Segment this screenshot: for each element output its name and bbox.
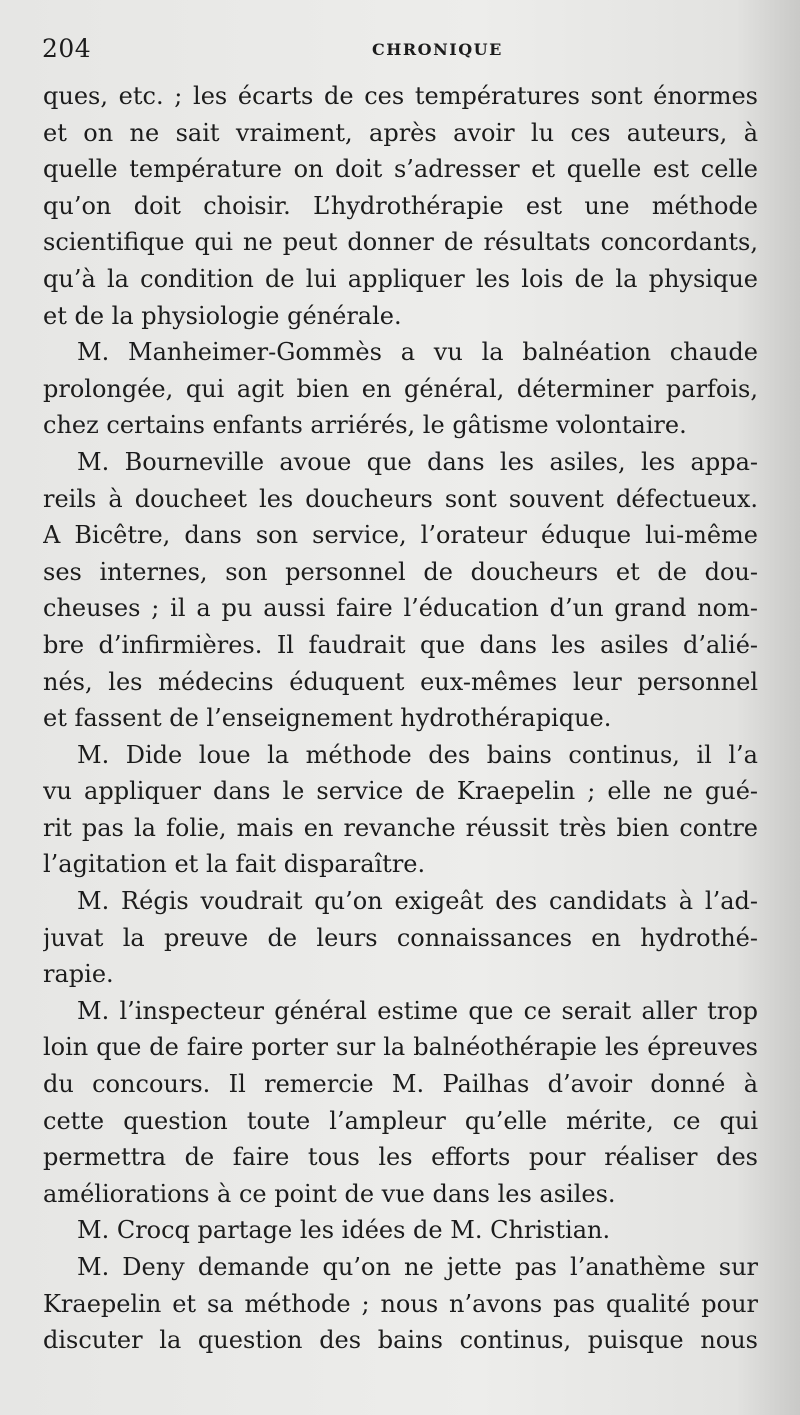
text-line: M. Régis voudrait qu’on exigeât des candidats à l’ad- bbox=[77, 887, 758, 916]
text-line: cheuses ; il a pu aussi faire l’éducation d’un grand nom- bbox=[43, 594, 758, 623]
text-line: chez certains enfants arriérés, le gâtisme volontaire. bbox=[43, 411, 687, 440]
text-line: M. Crocq partage les idées de M. Christian. bbox=[77, 1216, 611, 1245]
text-line: scientifique qui ne peut donner de résultats concordants, bbox=[43, 228, 758, 257]
text-line: ques, etc. ; les écarts de ces températures sont énormes bbox=[43, 82, 758, 110]
text-line: Kraepelin et sa méthode ; nous n’avons pas qualité pour bbox=[43, 1289, 758, 1318]
text-line: M. l’inspecteur général estime que ce serait aller trop bbox=[77, 996, 758, 1025]
text-line: l’agitation et la fait disparaître. bbox=[43, 850, 426, 879]
text-line: M. Bourneville avoue que dans les asiles, les appa- bbox=[77, 447, 758, 476]
page-number: 204 bbox=[42, 34, 92, 63]
page-header bbox=[42, 34, 752, 70]
text-line: et de la physiologie générale. bbox=[43, 301, 402, 330]
text-line: M. Deny demande qu’on ne jette pas l’anathème sur bbox=[77, 1253, 758, 1281]
text-line: améliorations à ce point de vue dans les asiles. bbox=[43, 1179, 616, 1208]
text-line: et on ne sait vraiment, après avoir lu ces auteurs, à bbox=[43, 118, 758, 147]
text-line: ses internes, son personnel de doucheurs et de dou- bbox=[43, 557, 758, 586]
running-title: CHRONIQUE bbox=[372, 40, 503, 59]
text-line: bre d’infirmières. Il faudrait que dans les asiles d’alié- bbox=[43, 630, 758, 659]
text-line: qu’à la condition de lui appliquer les lois de la physique bbox=[43, 264, 758, 293]
text-line: juvat la preuve de leurs connaissances en hydrothé- bbox=[43, 923, 758, 952]
text-line: vu appliquer dans le service de Kraepelin ; elle ne gué- bbox=[43, 777, 758, 806]
text-line: discuter la question des bains continus, puisque nous bbox=[43, 1326, 758, 1355]
text-line: prolongée, qui agit bien en général, déterminer parfois, bbox=[43, 374, 758, 403]
text-line: M. Dide loue la méthode des bains continus, il l’a bbox=[77, 740, 758, 769]
text-line: nés, les médecins éduquent eux-mêmes leur personnel bbox=[43, 667, 758, 696]
text-line: et fassent de l’enseignement hydrothérapique. bbox=[43, 704, 612, 733]
text-line: rit pas la folie, mais en revanche réussit très bien contre bbox=[43, 813, 758, 842]
text-line: permettra de faire tous les efforts pour réaliser des bbox=[43, 1143, 758, 1172]
text-line: A Bicêtre, dans son service, l’orateur éduque lui-même bbox=[43, 521, 758, 550]
body-text bbox=[43, 78, 758, 1359]
text-line: quelle température on doit s’adresser et quelle est celle bbox=[43, 155, 758, 184]
text-line: cette question toute l’ampleur qu’elle mérite, ce qui bbox=[43, 1106, 758, 1135]
text-line: du concours. Il remercie M. Pailhas d’avoir donné à bbox=[43, 1070, 758, 1099]
text-line: M. Manheimer-Gommès a vu la balnéation chaude bbox=[77, 338, 758, 367]
text-line: reils à doucheet les doucheurs sont souvent défectueux. bbox=[43, 484, 758, 513]
text-line: loin que de faire porter sur la balnéothérapie les épreuves bbox=[43, 1033, 758, 1062]
text-line: qu’on doit choisir. L’hydrothérapie est une méthode bbox=[43, 191, 758, 220]
text-line: rapie. bbox=[43, 960, 114, 989]
